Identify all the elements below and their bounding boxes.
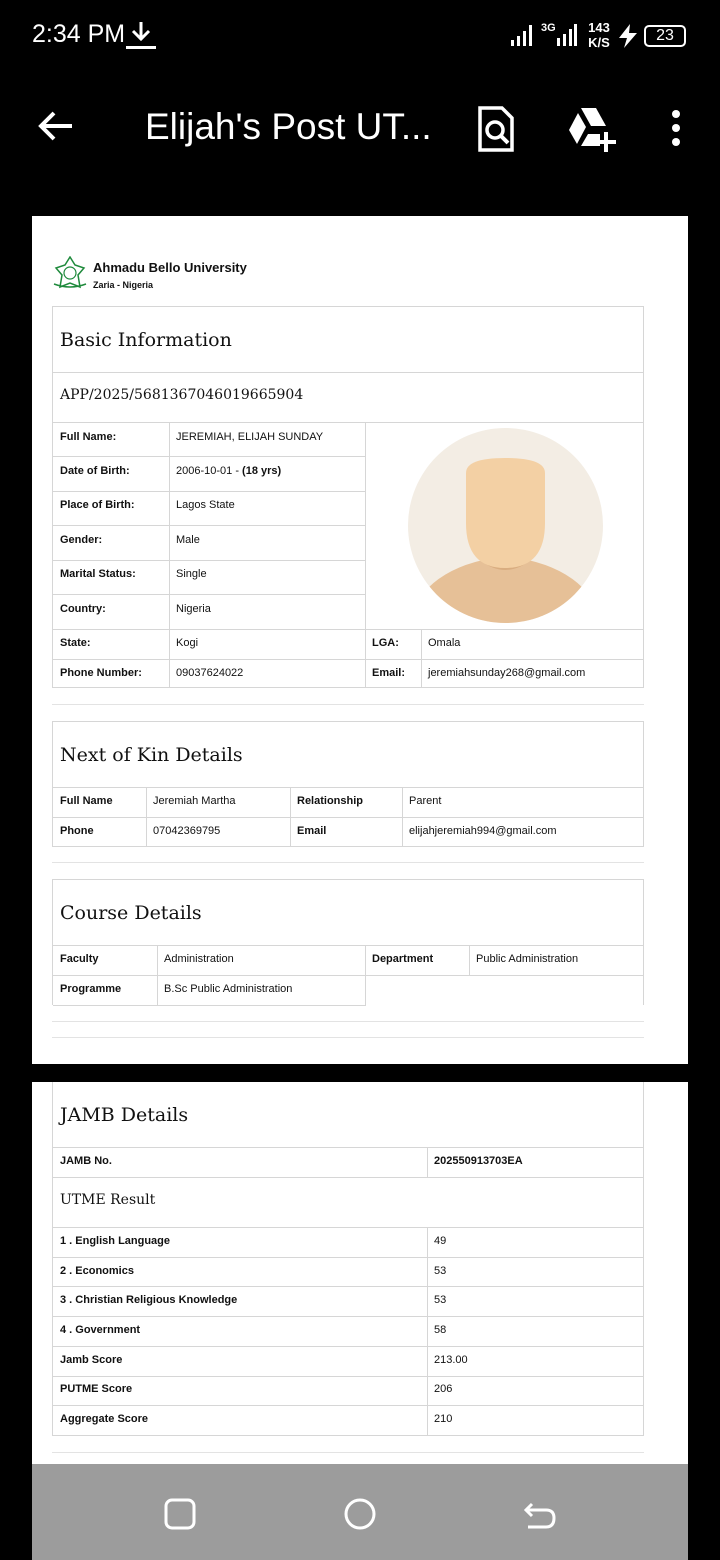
- department-label: Department: [372, 953, 434, 965]
- gender-value: Male: [176, 534, 200, 546]
- full-name-label: Full Name:: [60, 431, 117, 443]
- kin-name-value: Jeremiah Martha: [153, 795, 236, 807]
- navigation-bar: [32, 1464, 688, 1560]
- signal-icon-2: [556, 24, 578, 46]
- charging-icon: [617, 24, 639, 48]
- kin-phone-label: Phone: [60, 825, 94, 837]
- lga-value: Omala: [428, 637, 461, 649]
- find-in-document-icon[interactable]: [476, 106, 516, 152]
- university-logo-icon: [52, 256, 88, 290]
- back-arrow-icon[interactable]: [36, 106, 76, 146]
- lga-label: LGA:: [372, 637, 399, 649]
- subject-label: 2 . Economics: [60, 1265, 134, 1277]
- programme-value: B.Sc Public Administration: [164, 983, 293, 995]
- putme-score-label: PUTME Score: [60, 1383, 133, 1395]
- pob-label: Place of Birth:: [60, 499, 135, 511]
- jamb-score-value: 213.00: [434, 1354, 468, 1366]
- department-value: Public Administration: [476, 953, 579, 965]
- app-bar: [0, 72, 720, 182]
- jamb-no-value: 202550913703EA: [434, 1155, 523, 1167]
- faculty-value: Administration: [164, 953, 234, 965]
- state-label: State:: [60, 637, 91, 649]
- kin-email-value: elijahjeremiah994@gmail.com: [409, 825, 557, 837]
- download-icon: [124, 20, 158, 52]
- marital-status-label: Marital Status:: [60, 568, 136, 580]
- speed-value: 143: [588, 20, 610, 35]
- home-icon[interactable]: [340, 1494, 380, 1534]
- university-name: Ahmadu Bello University: [93, 260, 247, 275]
- subject-score: 49: [434, 1235, 447, 1247]
- kin-name-label: Full Name: [60, 795, 113, 807]
- pdf-page-1: [32, 216, 688, 1064]
- applicant-photo-placeholder: [408, 428, 603, 623]
- jamb-details-section: [52, 1082, 644, 1436]
- subject-score: 53: [434, 1265, 447, 1277]
- utme-result-title: UTME Result: [60, 1192, 156, 1208]
- section-title: JAMB Details: [60, 1104, 189, 1126]
- back-gesture-icon[interactable]: [520, 1494, 560, 1534]
- subject-score: 58: [434, 1324, 447, 1336]
- kin-relationship-value: Parent: [409, 795, 442, 807]
- network-label: 3G: [541, 22, 556, 34]
- aggregate-score-label: Aggregate Score: [60, 1413, 149, 1425]
- kin-relationship-label: Relationship: [297, 795, 364, 807]
- dob-label: Date of Birth:: [60, 465, 130, 477]
- pob-value: Lagos State: [176, 499, 235, 511]
- avatar-icon: [408, 428, 603, 623]
- section-title: Course Details: [60, 902, 202, 924]
- speed-unit: K/S: [588, 35, 610, 50]
- kin-phone-value: 07042369795: [153, 825, 221, 837]
- next-of-kin-section: [52, 721, 644, 847]
- signal-icon: [510, 24, 534, 46]
- subject-score: 53: [434, 1294, 447, 1306]
- application-number: APP/2025/5681367046019665904: [60, 387, 304, 403]
- gender-label: Gender:: [60, 534, 103, 546]
- course-details-section: [52, 879, 644, 1005]
- network-speed: [584, 20, 614, 50]
- aggregate-score-value: 210: [434, 1413, 453, 1425]
- country-value: Nigeria: [176, 603, 211, 615]
- pdf-page-2: [32, 1082, 688, 1464]
- marital-status-value: Single: [176, 568, 207, 580]
- programme-label: Programme: [60, 983, 122, 995]
- kin-email-label: Email: [297, 825, 327, 837]
- email-label: Email:: [372, 667, 406, 679]
- dob-date: 2006-10-01 -: [176, 465, 243, 477]
- status-time: 2:34 PM: [32, 20, 126, 48]
- email-value: jeremiahsunday268@gmail.com: [428, 667, 586, 679]
- putme-score-value: 206: [434, 1383, 453, 1395]
- battery-indicator: 23: [644, 25, 686, 47]
- subject-label: 4 . Government: [60, 1324, 141, 1336]
- subject-label: 1 . English Language: [60, 1235, 171, 1247]
- status-bar: [0, 0, 720, 72]
- document-title: Elijah's Post UT...: [145, 106, 432, 147]
- jamb-score-label: Jamb Score: [60, 1354, 123, 1366]
- basic-information-section: [52, 306, 644, 688]
- faculty-label: Faculty: [60, 953, 99, 965]
- section-title: Basic Information: [60, 329, 232, 351]
- section-title: Next of Kin Details: [60, 744, 243, 766]
- add-to-drive-icon[interactable]: [566, 106, 618, 154]
- country-label: Country:: [60, 603, 106, 615]
- jamb-no-label: JAMB No.: [60, 1155, 112, 1167]
- more-options-icon[interactable]: [664, 108, 688, 148]
- subject-label: 3 . Christian Religious Knowledge: [60, 1294, 238, 1306]
- dob-age: (18 yrs): [242, 465, 282, 477]
- university-location: Zaria - Nigeria: [93, 280, 154, 290]
- full-name-value: JEREMIAH, ELIJAH SUNDAY: [176, 431, 324, 443]
- phone-value: 09037624022: [176, 667, 244, 679]
- phone-label: Phone Number:: [60, 667, 142, 679]
- state-value: Kogi: [176, 637, 199, 649]
- dob-value: [169, 465, 281, 477]
- recent-apps-icon[interactable]: [160, 1494, 200, 1534]
